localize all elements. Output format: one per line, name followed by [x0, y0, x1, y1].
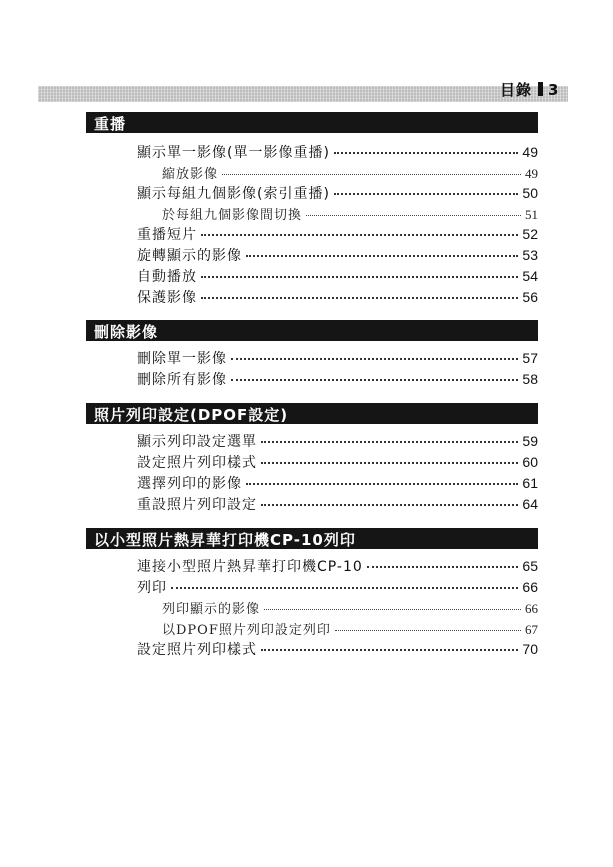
toc-entry[interactable]: [137, 473, 538, 494]
toc-entry-label: 保護影像: [137, 290, 197, 306]
header-section-title: 目錄: [500, 81, 533, 99]
toc-entry-label: 以DPOF照片列印設定列印: [162, 623, 331, 638]
toc-entry-label: 於每組九個影像間切換: [162, 208, 303, 223]
toc-entry-label: 顯示每組九個影像(索引重播): [137, 186, 330, 202]
toc-entry-label: 設定照片列印樣式: [137, 642, 257, 658]
dot-leader: [261, 504, 518, 506]
toc-entry-label: 刪除所有影像: [137, 372, 227, 388]
dot-leader: [201, 297, 518, 299]
toc-entry-page: 51: [525, 207, 538, 222]
toc-entry[interactable]: [137, 494, 538, 515]
toc-entry-page: 49: [525, 166, 538, 181]
toc-entry-page: 58: [522, 371, 538, 387]
toc-entry-page: 65: [522, 558, 538, 574]
toc-entry-page: 53: [522, 247, 538, 263]
toc-entry-label: 選擇列印的影像: [137, 476, 242, 492]
dot-leader: [261, 649, 518, 651]
dot-leader: [246, 255, 518, 257]
section-header-playback: [86, 112, 538, 133]
toc-entry[interactable]: [137, 556, 538, 577]
toc-entry-page: 66: [522, 579, 538, 595]
toc-subentry[interactable]: [162, 204, 538, 225]
page-header: [500, 79, 559, 100]
toc-entry-label: 自動播放: [137, 269, 197, 285]
dot-leader: [171, 587, 518, 589]
section-title: 重播: [94, 115, 127, 133]
toc-entry-label: 列印顯示的影像: [162, 602, 261, 617]
dot-leader: [306, 215, 521, 216]
dot-leader: [201, 276, 518, 278]
toc-entry-page: 59: [522, 433, 538, 449]
toc-entry[interactable]: [137, 369, 538, 390]
dot-leader: [231, 379, 518, 381]
toc-entry-page: 66: [525, 601, 538, 616]
toc-entry-label: 顯示單一影像(單一影像重播): [137, 145, 330, 161]
section-header-dpof: [86, 403, 538, 424]
toc-entry-page: 70: [522, 641, 538, 657]
toc-entry[interactable]: [137, 348, 538, 369]
toc-entry-page: 61: [522, 475, 538, 491]
toc-entry-page: 64: [522, 496, 538, 512]
toc-entry[interactable]: [137, 183, 538, 204]
toc-entry-page: 67: [525, 622, 538, 637]
toc-entry-label: 設定照片列印樣式: [137, 455, 257, 471]
toc-entry-label: 刪除單一影像: [137, 351, 227, 367]
section-header-cp10-print: [86, 528, 538, 549]
section-title: 刪除影像: [94, 323, 159, 341]
section-title: 照片列印設定(DPOF設定): [94, 406, 289, 424]
toc-entry-label: 連接小型照片熱昇華打印機CP-10: [137, 559, 363, 575]
toc-entry-page: 60: [522, 454, 538, 470]
toc-entry[interactable]: [137, 287, 538, 308]
header-separator: [538, 82, 543, 96]
toc-subentry[interactable]: [162, 619, 538, 640]
toc-entry-label: 重播短片: [137, 227, 197, 243]
toc-entry[interactable]: [137, 452, 538, 473]
dot-leader: [367, 566, 519, 568]
dot-leader: [264, 609, 521, 610]
toc-entry-page: 50: [522, 185, 538, 201]
toc-entry-page: 54: [522, 268, 538, 284]
toc-entry-label: 旋轉顯示的影像: [137, 248, 242, 264]
dot-leader: [246, 483, 518, 485]
dot-leader: [334, 152, 518, 154]
toc-entry[interactable]: [137, 245, 538, 266]
toc-entry-page: 49: [522, 144, 538, 160]
dot-leader: [222, 174, 521, 175]
toc-entry[interactable]: [137, 224, 538, 245]
section-header-erase: [86, 320, 538, 341]
toc-entry-label: 列印: [137, 580, 167, 596]
toc-entry-label: 顯示列印設定選單: [137, 434, 257, 450]
dot-leader: [261, 462, 518, 464]
toc-entry-page: 56: [522, 289, 538, 305]
dot-leader: [335, 630, 521, 631]
toc-entry[interactable]: [137, 142, 538, 163]
toc-entry-page: 57: [522, 350, 538, 366]
toc-subentry[interactable]: [162, 163, 538, 184]
header-bar: [38, 86, 568, 102]
header-page-number: 3: [548, 81, 560, 99]
dot-leader: [231, 358, 518, 360]
section-title: 以小型照片熱昇華打印機CP-10列印: [94, 531, 356, 549]
toc-entry[interactable]: [137, 431, 538, 452]
toc-entry[interactable]: [137, 266, 538, 287]
dot-leader: [201, 234, 518, 236]
dot-leader: [334, 193, 518, 195]
dot-leader: [261, 441, 518, 443]
toc-entry-label: 縮放影像: [162, 167, 219, 182]
toc-entry-label: 重設照片列印設定: [137, 497, 257, 513]
toc-entry[interactable]: [137, 639, 538, 660]
toc-entry-page: 52: [522, 226, 538, 242]
toc-entry[interactable]: [137, 577, 538, 598]
toc-subentry[interactable]: [162, 598, 538, 619]
